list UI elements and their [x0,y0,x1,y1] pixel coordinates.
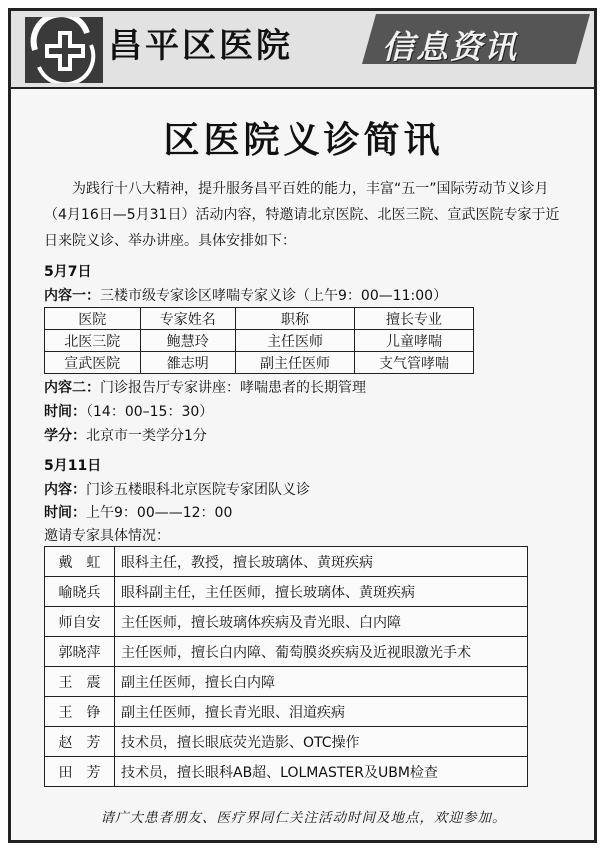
table-row [45,697,528,727]
expert-name: 师自安 [45,607,115,637]
table-cell: 鲍慧玲 [140,330,236,352]
expert-desc: 主任医师，擅长白内障、葡萄膜炎疾病及近视眼激光手术 [115,637,528,667]
table-row [45,607,528,637]
expert-desc: 副主任医师，擅长青光眼、泪道疾病 [115,697,528,727]
content-label: 内容： [44,482,86,498]
day2-time [44,503,232,523]
expert-desc: 眼科副主任，主任医师，擅长玻璃体、黄斑疾病 [115,577,528,607]
expert-desc: 技术员，擅长眼科AB超、LOLMASTER及UBM检查 [115,757,528,787]
section-name: 信息资讯 [382,28,519,66]
intro-paragraph: 为践行十八大精神，提升服务昌平百姓的能力，丰富“五一”国际劳动节义诊月（4月16日—5月31日）活动内容，特邀请北京医院、北医三院、宣武医院专家于近日来院义诊、举办讲座。具体安排如下： [44,181,560,249]
table-row [45,577,528,607]
expert-desc: 主任医师，擅长玻璃体疾病及青光眼、白内障 [115,607,528,637]
table-row [45,757,528,787]
time-label: 时间： [44,505,86,521]
table-row [45,727,528,757]
table-header-cell: 职称 [236,308,355,330]
lung-experts-table [44,307,474,374]
credit-label: 学分： [44,428,86,444]
content2-text: 门诊报告厅专家讲座：哮喘患者的长期管理 [100,380,366,396]
table-cell: 雒志明 [140,352,236,374]
expert-name: 戴 虹 [45,547,115,577]
footer-note: 请广大患者朋友、医疗界同仁关注活动时间及地点，欢迎参加。 [100,810,507,826]
eye-experts-table [44,546,528,787]
table-header-row [45,308,474,330]
table-row [45,637,528,667]
credit-text: 北京市一类学分1分 [86,428,207,444]
table-row [45,330,474,352]
expert-name: 田 芳 [45,757,115,787]
expert-desc: 副主任医师，擅长白内障 [115,667,528,697]
table-cell: 支气管哮喘 [355,352,474,374]
table-cell: 北医三院 [45,330,141,352]
expert-name: 王 铮 [45,697,115,727]
day2-date: 5月11日 [44,458,102,474]
table-header-cell: 医院 [45,308,141,330]
table-row [45,352,474,374]
time-text: （14：00–15：30） [86,404,214,420]
content2-label: 内容二： [44,380,100,396]
content1-label: 内容一： [44,288,100,304]
expert-name: 王 震 [45,667,115,697]
day1-date: 5月7日 [44,264,92,280]
hospital-name: 昌平区医院 [108,26,293,66]
day1-credit [44,426,207,446]
table-header-cell: 专家姓名 [140,308,236,330]
hospital-cross-logo-icon [25,17,103,83]
expert-name: 喻晓兵 [45,577,115,607]
expert-desc: 技术员，擅长眼底荧光造影、OTC操作 [115,727,528,757]
table-cell: 副主任医师 [236,352,355,374]
content1-text: 三楼市级专家诊区哮喘专家义诊（上午9：00—11:00） [100,288,448,304]
table-cell: 儿童哮喘 [355,330,474,352]
day1-content2 [44,378,366,398]
time-label: 时间： [44,404,86,420]
experts-heading: 邀请专家具体情况： [44,528,170,544]
masthead [11,11,594,89]
table-cell: 宣武医院 [45,352,141,374]
table-cell: 主任医师 [236,330,355,352]
expert-name: 赵 芳 [45,727,115,757]
page-title: 区医院义诊简讯 [163,119,444,161]
expert-name: 郭晓萍 [45,637,115,667]
expert-desc: 眼科主任，教授，擅长玻璃体、黄斑疾病 [115,547,528,577]
table-header-cell: 擅长专业 [355,308,474,330]
time-text: 上午9：00——12：00 [86,505,233,521]
content-text: 门诊五楼眼科北京医院专家团队义诊 [86,482,310,498]
table-row [45,547,528,577]
day1-time [44,402,213,422]
table-row [45,667,528,697]
day1-content1 [44,286,447,306]
day2-content [44,480,310,500]
